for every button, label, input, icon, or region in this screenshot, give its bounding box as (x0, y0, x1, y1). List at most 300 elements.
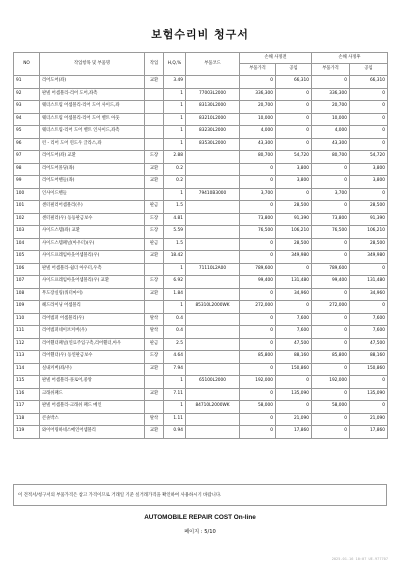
row-before-part-price: 0 (240, 426, 276, 439)
row-part-code (186, 151, 240, 164)
row-no: 101 (14, 201, 40, 214)
row-part-code (186, 288, 240, 301)
row-item-name: 헤드라이닝 어셈블리 (40, 301, 145, 314)
row-before-labor: 0 (276, 376, 312, 389)
table-row (14, 151, 388, 164)
row-part-code (186, 251, 240, 264)
row-work-type: 판금 (145, 338, 164, 351)
row-after-part-price: 0 (312, 363, 350, 376)
table-row (14, 276, 388, 289)
row-work-type: 교환 (145, 176, 164, 189)
row-work-type (145, 376, 164, 389)
table-row (14, 413, 388, 426)
row-work-type: 탈착 (145, 413, 164, 426)
row-no: 103 (14, 226, 40, 239)
row-item-name: 사이드스텝(좌) 교환 (40, 226, 145, 239)
table-row (14, 426, 388, 439)
row-hqty: 18.42 (164, 251, 186, 264)
row-before-labor: 0 (276, 138, 312, 151)
row-hqty: 0.2 (164, 163, 186, 176)
row-after-part-price: 0 (312, 163, 350, 176)
row-item-name: 웨더스트립 어셈블리-리어 도어 사이드,좌 (40, 101, 145, 114)
row-after-labor: 66,310 (350, 76, 388, 89)
estimate-table (13, 52, 388, 439)
row-before-labor: 28,500 (276, 238, 312, 251)
row-part-code (186, 226, 240, 239)
row-no: 118 (14, 413, 40, 426)
table-row (14, 351, 388, 364)
row-no: 113 (14, 351, 40, 364)
row-after-labor: 0 (350, 88, 388, 101)
row-item-name: 사이드스텝패널(아우터)(우) (40, 238, 145, 251)
row-after-part-price: 3,700 (312, 188, 350, 201)
row-hqty: 6.92 (164, 276, 186, 289)
row-hqty: 1 (164, 88, 186, 101)
row-part-code: 83530L2000 (186, 138, 240, 151)
row-after-part-price: 789,600 (312, 263, 350, 276)
row-work-type (145, 113, 164, 126)
row-no: 95 (14, 126, 40, 139)
row-after-labor: 54,720 (350, 151, 388, 164)
row-after-labor: 3,800 (350, 163, 388, 176)
row-after-labor: 21,090 (350, 413, 388, 426)
header-name: 작업항목 및 부품명 (40, 53, 145, 76)
row-item-name: 콘솔박스 (40, 413, 145, 426)
header-after-labor: 공임 (350, 64, 388, 76)
row-after-labor: 0 (350, 401, 388, 414)
row-work-type (145, 138, 164, 151)
row-after-labor: 91,390 (350, 213, 388, 226)
row-hqty: 1.5 (164, 238, 186, 251)
row-before-labor: 0 (276, 101, 312, 114)
row-before-labor: 0 (276, 126, 312, 139)
row-before-part-price: 336,300 (240, 88, 276, 101)
row-before-labor: 3,800 (276, 176, 312, 189)
row-hqty: 1 (164, 188, 186, 201)
row-after-labor: 131,480 (350, 276, 388, 289)
row-work-type: 교환 (145, 388, 164, 401)
row-no: 99 (14, 176, 40, 189)
row-work-type: 도장 (145, 351, 164, 364)
row-item-name: 무도장실링(쿼터마이) (40, 288, 145, 301)
row-before-labor: 0 (276, 113, 312, 126)
row-before-part-price: 0 (240, 326, 276, 339)
row-before-labor: 34,960 (276, 288, 312, 301)
row-after-part-price: 10,000 (312, 113, 350, 126)
row-before-part-price: 272,000 (240, 301, 276, 314)
row-before-labor: 0 (276, 401, 312, 414)
row-after-part-price: 336,300 (312, 88, 350, 101)
row-part-code (186, 426, 240, 439)
table-row (14, 338, 388, 351)
row-hqty: 1.5 (164, 201, 186, 214)
row-part-code: 84710L2000WK (186, 401, 240, 414)
row-hqty: 1 (164, 401, 186, 414)
row-hqty: 0.94 (164, 426, 186, 439)
row-after-labor: 7,600 (350, 326, 388, 339)
row-after-part-price: 99,400 (312, 276, 350, 289)
row-hqty: 1.11 (164, 413, 186, 426)
header-hqty: H,Q,% (164, 53, 186, 76)
table-row (14, 313, 388, 326)
row-no: 104 (14, 238, 40, 251)
row-part-code (186, 276, 240, 289)
table-row (14, 226, 388, 239)
print-stamp: 2025-01-16 10:07 UE-977707 (331, 557, 388, 561)
row-item-name: 센터필러어셈블리(우) (40, 201, 145, 214)
row-after-part-price: 0 (312, 426, 350, 439)
row-before-labor: 28,500 (276, 201, 312, 214)
row-before-labor: 131,480 (276, 276, 312, 289)
row-part-code: 83230L2000 (186, 126, 240, 139)
row-before-labor: 88,160 (276, 351, 312, 364)
row-before-labor: 0 (276, 263, 312, 276)
row-work-type: 교환 (145, 288, 164, 301)
row-item-name: 리어휀더패널(연료주입구측,리어휀더,아우 (40, 338, 145, 351)
row-before-labor: 91,390 (276, 213, 312, 226)
row-hqty: 4.81 (164, 213, 186, 226)
row-after-part-price: 272,000 (312, 301, 350, 314)
row-part-code: 71110L2A00 (186, 263, 240, 276)
header-work: 작업 (145, 53, 164, 76)
row-item-name: 리어범퍼 어셈블리(우) (40, 313, 145, 326)
table-row (14, 88, 388, 101)
row-after-part-price: 0 (312, 338, 350, 351)
row-item-name: 리어도어(좌) (40, 76, 145, 89)
table-row (14, 401, 388, 414)
table-row (14, 176, 388, 189)
row-part-code: 65100L2000 (186, 376, 240, 389)
row-before-part-price: 58,000 (240, 401, 276, 414)
row-after-labor: 0 (350, 126, 388, 139)
row-part-code: 85310L2000WK (186, 301, 240, 314)
row-no: 92 (14, 88, 40, 101)
row-no: 110 (14, 313, 40, 326)
row-before-part-price: 0 (240, 363, 276, 376)
table-row (14, 263, 388, 276)
row-before-labor: 17,860 (276, 426, 312, 439)
row-work-type (145, 401, 164, 414)
row-after-part-price: 0 (312, 201, 350, 214)
table-row (14, 201, 388, 214)
row-after-part-price: 0 (312, 251, 350, 264)
row-hqty: 1.84 (164, 288, 186, 301)
row-item-name: 센터필러(우) 동등판금보수 (40, 213, 145, 226)
footer-title: AUTOMOBILE REPAIR COST On-line (144, 514, 256, 521)
row-work-type (145, 188, 164, 201)
row-hqty: 7.94 (164, 363, 186, 376)
row-part-code (186, 176, 240, 189)
row-part-code (186, 76, 240, 89)
row-item-name: 리어도어핸들(좌) (40, 176, 145, 189)
row-work-type: 교환 (145, 76, 164, 89)
row-after-part-price: 0 (312, 176, 350, 189)
row-before-part-price: 0 (240, 313, 276, 326)
table-row (14, 363, 388, 376)
row-part-code: 79410B3000 (186, 188, 240, 201)
row-item-name: 판넬 어셈블리-쉴더 아우터,우측 (40, 263, 145, 276)
row-after-labor: 0 (350, 301, 388, 314)
row-after-labor: 135,090 (350, 388, 388, 401)
table-header-row (14, 53, 388, 64)
table-row (14, 288, 388, 301)
row-part-code (186, 363, 240, 376)
row-after-part-price: 58,000 (312, 401, 350, 414)
row-after-labor: 28,500 (350, 201, 388, 214)
table-row (14, 213, 388, 226)
row-before-part-price: 99,400 (240, 276, 276, 289)
row-hqty: 5.59 (164, 226, 186, 239)
row-after-part-price: 4,000 (312, 126, 350, 139)
row-before-labor: 0 (276, 88, 312, 101)
row-after-labor: 0 (350, 188, 388, 201)
row-before-part-price: 0 (240, 76, 276, 89)
row-after-labor: 150,860 (350, 363, 388, 376)
row-before-labor: 3,800 (276, 163, 312, 176)
row-no: 112 (14, 338, 40, 351)
row-no: 114 (14, 363, 40, 376)
row-before-part-price: 73,800 (240, 213, 276, 226)
row-before-labor: 7,600 (276, 313, 312, 326)
row-after-part-price: 0 (312, 288, 350, 301)
row-before-part-price: 20,700 (240, 101, 276, 114)
row-after-labor: 106,210 (350, 226, 388, 239)
row-before-labor: 0 (276, 301, 312, 314)
row-part-code (186, 313, 240, 326)
row-after-labor: 34,960 (350, 288, 388, 301)
row-after-part-price: 0 (312, 313, 350, 326)
row-no: 94 (14, 113, 40, 126)
header-after-adjust: 손해 사정후 (312, 53, 388, 64)
row-after-labor: 3,800 (350, 176, 388, 189)
row-before-labor: 66,310 (276, 76, 312, 89)
row-part-code: 83130L2000 (186, 101, 240, 114)
row-work-type: 교환 (145, 251, 164, 264)
table-row (14, 376, 388, 389)
row-part-code (186, 238, 240, 251)
row-no: 107 (14, 276, 40, 289)
row-item-name: 리어도어몰딩(좌) (40, 163, 145, 176)
row-after-labor: 0 (350, 138, 388, 151)
row-before-part-price: 76,500 (240, 226, 276, 239)
table-row (14, 76, 388, 89)
row-no: 93 (14, 101, 40, 114)
row-after-part-price: 80,700 (312, 151, 350, 164)
row-before-part-price: 192,000 (240, 376, 276, 389)
row-after-part-price: 192,000 (312, 376, 350, 389)
row-before-part-price: 789,600 (240, 263, 276, 276)
row-before-labor: 21,090 (276, 413, 312, 426)
row-hqty: 1 (164, 101, 186, 114)
row-item-name: 와이어링하네스메인어셈블리 (40, 426, 145, 439)
row-part-code: 77003L2000 (186, 88, 240, 101)
row-after-part-price: 85,800 (312, 351, 350, 364)
header-no: NO (14, 53, 40, 76)
row-item-name: 사이드프레임아웃어셈블리(우) 교환 (40, 276, 145, 289)
row-hqty: 1 (164, 113, 186, 126)
row-no: 109 (14, 301, 40, 314)
header-before-labor: 공임 (276, 64, 312, 76)
row-before-part-price: 0 (240, 251, 276, 264)
row-before-part-price: 0 (240, 338, 276, 351)
row-before-part-price: 43,300 (240, 138, 276, 151)
row-before-labor: 135,090 (276, 388, 312, 401)
table-row (14, 126, 388, 139)
row-hqty: 2.5 (164, 338, 186, 351)
row-after-labor: 0 (350, 376, 388, 389)
row-before-labor: 349,980 (276, 251, 312, 264)
row-item-name: 런 - 리어 도어 윈도우 글라스,좌 (40, 138, 145, 151)
row-before-part-price: 80,700 (240, 151, 276, 164)
row-no: 102 (14, 213, 40, 226)
row-after-part-price: 0 (312, 238, 350, 251)
row-no: 96 (14, 138, 40, 151)
row-part-code (186, 351, 240, 364)
row-hqty: 0.2 (164, 176, 186, 189)
row-before-part-price: 85,800 (240, 351, 276, 364)
row-no: 97 (14, 151, 40, 164)
header-before-adjust: 손해 사정전 (240, 53, 312, 64)
row-after-labor: 7,600 (350, 313, 388, 326)
table-row (14, 388, 388, 401)
header-code: 부품코드 (186, 53, 240, 76)
row-work-type (145, 101, 164, 114)
row-before-labor: 47,500 (276, 338, 312, 351)
row-hqty: 7.11 (164, 388, 186, 401)
table-row (14, 188, 388, 201)
row-work-type: 교환 (145, 363, 164, 376)
row-no: 115 (14, 376, 40, 389)
row-after-labor: 349,980 (350, 251, 388, 264)
row-hqty: 0.4 (164, 326, 186, 339)
table-row (14, 163, 388, 176)
row-before-part-price: 0 (240, 413, 276, 426)
table-row (14, 326, 388, 339)
row-part-code (186, 413, 240, 426)
row-hqty: 3.49 (164, 76, 186, 89)
row-item-name: 사이드프레임아웃어셈블리(우) (40, 251, 145, 264)
row-before-part-price: 0 (240, 201, 276, 214)
row-after-labor: 0 (350, 113, 388, 126)
row-item-name: 판넬 어셈블리-플로어,중앙 (40, 376, 145, 389)
row-no: 116 (14, 388, 40, 401)
row-after-part-price: 0 (312, 76, 350, 89)
row-before-part-price: 10,000 (240, 113, 276, 126)
row-work-type: 교환 (145, 426, 164, 439)
row-part-code (186, 388, 240, 401)
row-item-name: 웨더스트립-리어 도어 벨트 인사이드,좌측 (40, 126, 145, 139)
row-after-labor: 28,500 (350, 238, 388, 251)
row-before-part-price: 0 (240, 388, 276, 401)
row-before-labor: 0 (276, 188, 312, 201)
row-no: 106 (14, 263, 40, 276)
row-after-labor: 17,860 (350, 426, 388, 439)
row-hqty: 1 (164, 376, 186, 389)
row-part-code (186, 163, 240, 176)
row-after-labor: 0 (350, 101, 388, 114)
row-item-name: 크래쉬패드 (40, 388, 145, 401)
row-no: 117 (14, 401, 40, 414)
row-before-labor: 106,210 (276, 226, 312, 239)
table-row (14, 101, 388, 114)
row-before-part-price: 0 (240, 238, 276, 251)
row-hqty: 1 (164, 138, 186, 151)
row-no: 91 (14, 76, 40, 89)
page-number: 페이지 : 5/10 (184, 529, 216, 535)
row-item-name: 리어범퍼네이브커버(우) (40, 326, 145, 339)
row-work-type: 판금 (145, 201, 164, 214)
price-notice: 이 견적서/청구서의 부품가격은 참고 가격이므로 거래일 기준 실거래가격을 확인하여 사용하시기 바랍니다. (13, 484, 387, 506)
header-before-part: 부품가격 (240, 64, 276, 76)
row-after-labor: 0 (350, 263, 388, 276)
table-row (14, 113, 388, 126)
row-item-name: 판넬 어셈블리-리어 도어,좌측 (40, 88, 145, 101)
row-work-type: 도장 (145, 151, 164, 164)
row-part-code (186, 326, 240, 339)
row-part-code (186, 201, 240, 214)
page-title: 보험수리비 청구서 (151, 28, 249, 41)
row-after-labor: 47,500 (350, 338, 388, 351)
row-after-part-price: 73,800 (312, 213, 350, 226)
row-no: 108 (14, 288, 40, 301)
row-work-type: 도장 (145, 276, 164, 289)
row-item-name: 판넬 어셈블리-크래쉬 패드 메인 (40, 401, 145, 414)
row-before-part-price: 0 (240, 176, 276, 189)
row-hqty: 2.88 (164, 151, 186, 164)
row-after-part-price: 0 (312, 388, 350, 401)
row-hqty: 1 (164, 126, 186, 139)
table-row (14, 238, 388, 251)
row-hqty: 1 (164, 263, 186, 276)
row-item-name: 리어휀더(우) 동연판금보수 (40, 351, 145, 364)
row-hqty: 0.4 (164, 313, 186, 326)
table-row (14, 301, 388, 314)
row-work-type: 도장 (145, 226, 164, 239)
row-work-type: 교환 (145, 163, 164, 176)
row-before-part-price: 4,000 (240, 126, 276, 139)
table-body (14, 76, 388, 439)
row-part-code: 83210L2000 (186, 113, 240, 126)
row-part-code (186, 213, 240, 226)
row-after-part-price: 43,300 (312, 138, 350, 151)
row-work-type (145, 301, 164, 314)
row-no: 98 (14, 163, 40, 176)
row-before-labor: 54,720 (276, 151, 312, 164)
row-no: 105 (14, 251, 40, 264)
row-before-part-price: 0 (240, 163, 276, 176)
row-no: 100 (14, 188, 40, 201)
row-work-type (145, 88, 164, 101)
row-after-part-price: 0 (312, 413, 350, 426)
row-work-type: 도장 (145, 213, 164, 226)
row-work-type: 탈착 (145, 326, 164, 339)
row-work-type: 탈착 (145, 313, 164, 326)
row-item-name: 실내커버(좌/우) (40, 363, 145, 376)
row-work-type: 판금 (145, 238, 164, 251)
row-work-type (145, 126, 164, 139)
row-hqty: 1 (164, 301, 186, 314)
table-row (14, 251, 388, 264)
row-after-part-price: 20,700 (312, 101, 350, 114)
table-row (14, 138, 388, 151)
header-after-part: 부품가격 (312, 64, 350, 76)
row-after-labor: 88,160 (350, 351, 388, 364)
row-work-type (145, 263, 164, 276)
row-after-part-price: 0 (312, 326, 350, 339)
row-item-name: 리어도어(좌) 교환 (40, 151, 145, 164)
row-item-name: 웨더스트립 어셈블리-리어 도어 벨트 아웃 (40, 113, 145, 126)
row-no: 111 (14, 326, 40, 339)
